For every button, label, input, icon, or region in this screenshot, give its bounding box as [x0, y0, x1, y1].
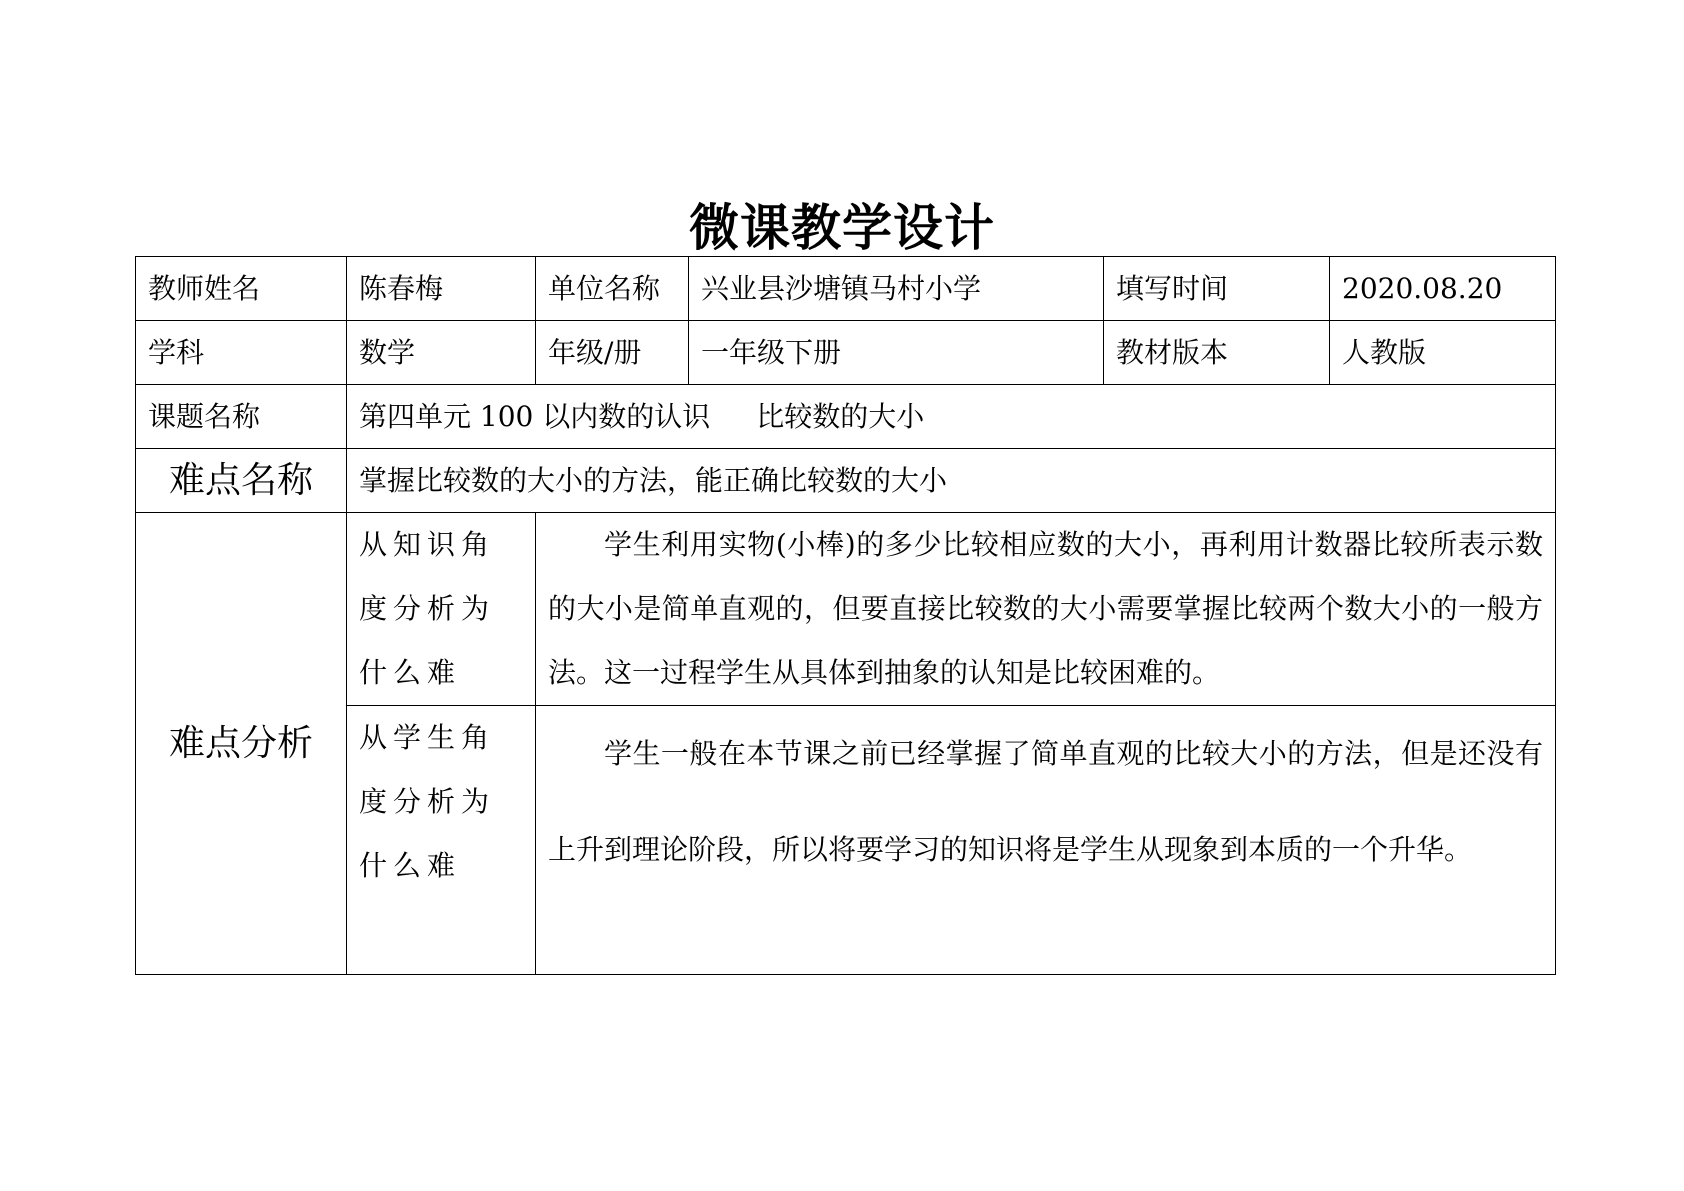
difficulty-label: 难点名称 — [136, 449, 347, 513]
topic-value — [347, 385, 1556, 449]
table-row-analysis-student — [136, 706, 1556, 975]
subject-value: 数学 — [347, 321, 536, 385]
student-angle-text: 学生一般在本节课之前已经掌握了简单直观的比较大小的方法，但是还没有上升到理论阶段，所以将要学习的知识将是学生从现象到本质的一个升华。 — [536, 706, 1556, 975]
textbook-edition-value: 人教版 — [1330, 321, 1556, 385]
table-row-difficulty — [136, 449, 1556, 513]
table-row-analysis-knowledge — [136, 513, 1556, 706]
textbook-edition-label: 教材版本 — [1104, 321, 1330, 385]
knowledge-angle-label: 从知识角度分析为什么难 — [347, 513, 536, 706]
teacher-name-value: 陈春梅 — [347, 257, 536, 321]
unit-name-label: 单位名称 — [536, 257, 689, 321]
document-title: 微课教学设计 — [689, 199, 995, 257]
topic-lesson: 比较数的大小 — [756, 399, 925, 433]
unit-name-value: 兴业县沙塘镇马村小学 — [689, 257, 1104, 321]
difficulty-value: 掌握比较数的大小的方法，能正确比较数的大小 — [347, 449, 1556, 513]
topic-unit: 第四单元 100 以内数的认识 — [359, 399, 711, 433]
table-row-subject — [136, 321, 1556, 385]
grade-label: 年级/册 — [536, 321, 689, 385]
teacher-name-label: 教师姓名 — [136, 257, 347, 321]
fill-date-value: 2020.08.20 — [1330, 257, 1556, 321]
grade-value: 一年级下册 — [689, 321, 1104, 385]
student-angle-label: 从学生角度分析为什么难 — [347, 706, 536, 975]
table-row-topic — [136, 385, 1556, 449]
analysis-label: 难点分析 — [136, 513, 347, 975]
table-row-teacher — [136, 257, 1556, 321]
topic-label: 课题名称 — [136, 385, 347, 449]
knowledge-angle-text: 学生利用实物(小棒)的多少比较相应数的大小，再利用计数器比较所表示数的大小是简单直观的，但要直接比较数的大小需要掌握比较两个数大小的一般方法。这一过程学生从具体到抽象的认知是比较困难的。 — [536, 513, 1556, 706]
fill-date-label: 填写时间 — [1104, 257, 1330, 321]
lesson-design-table — [135, 256, 1556, 975]
subject-label: 学科 — [136, 321, 347, 385]
